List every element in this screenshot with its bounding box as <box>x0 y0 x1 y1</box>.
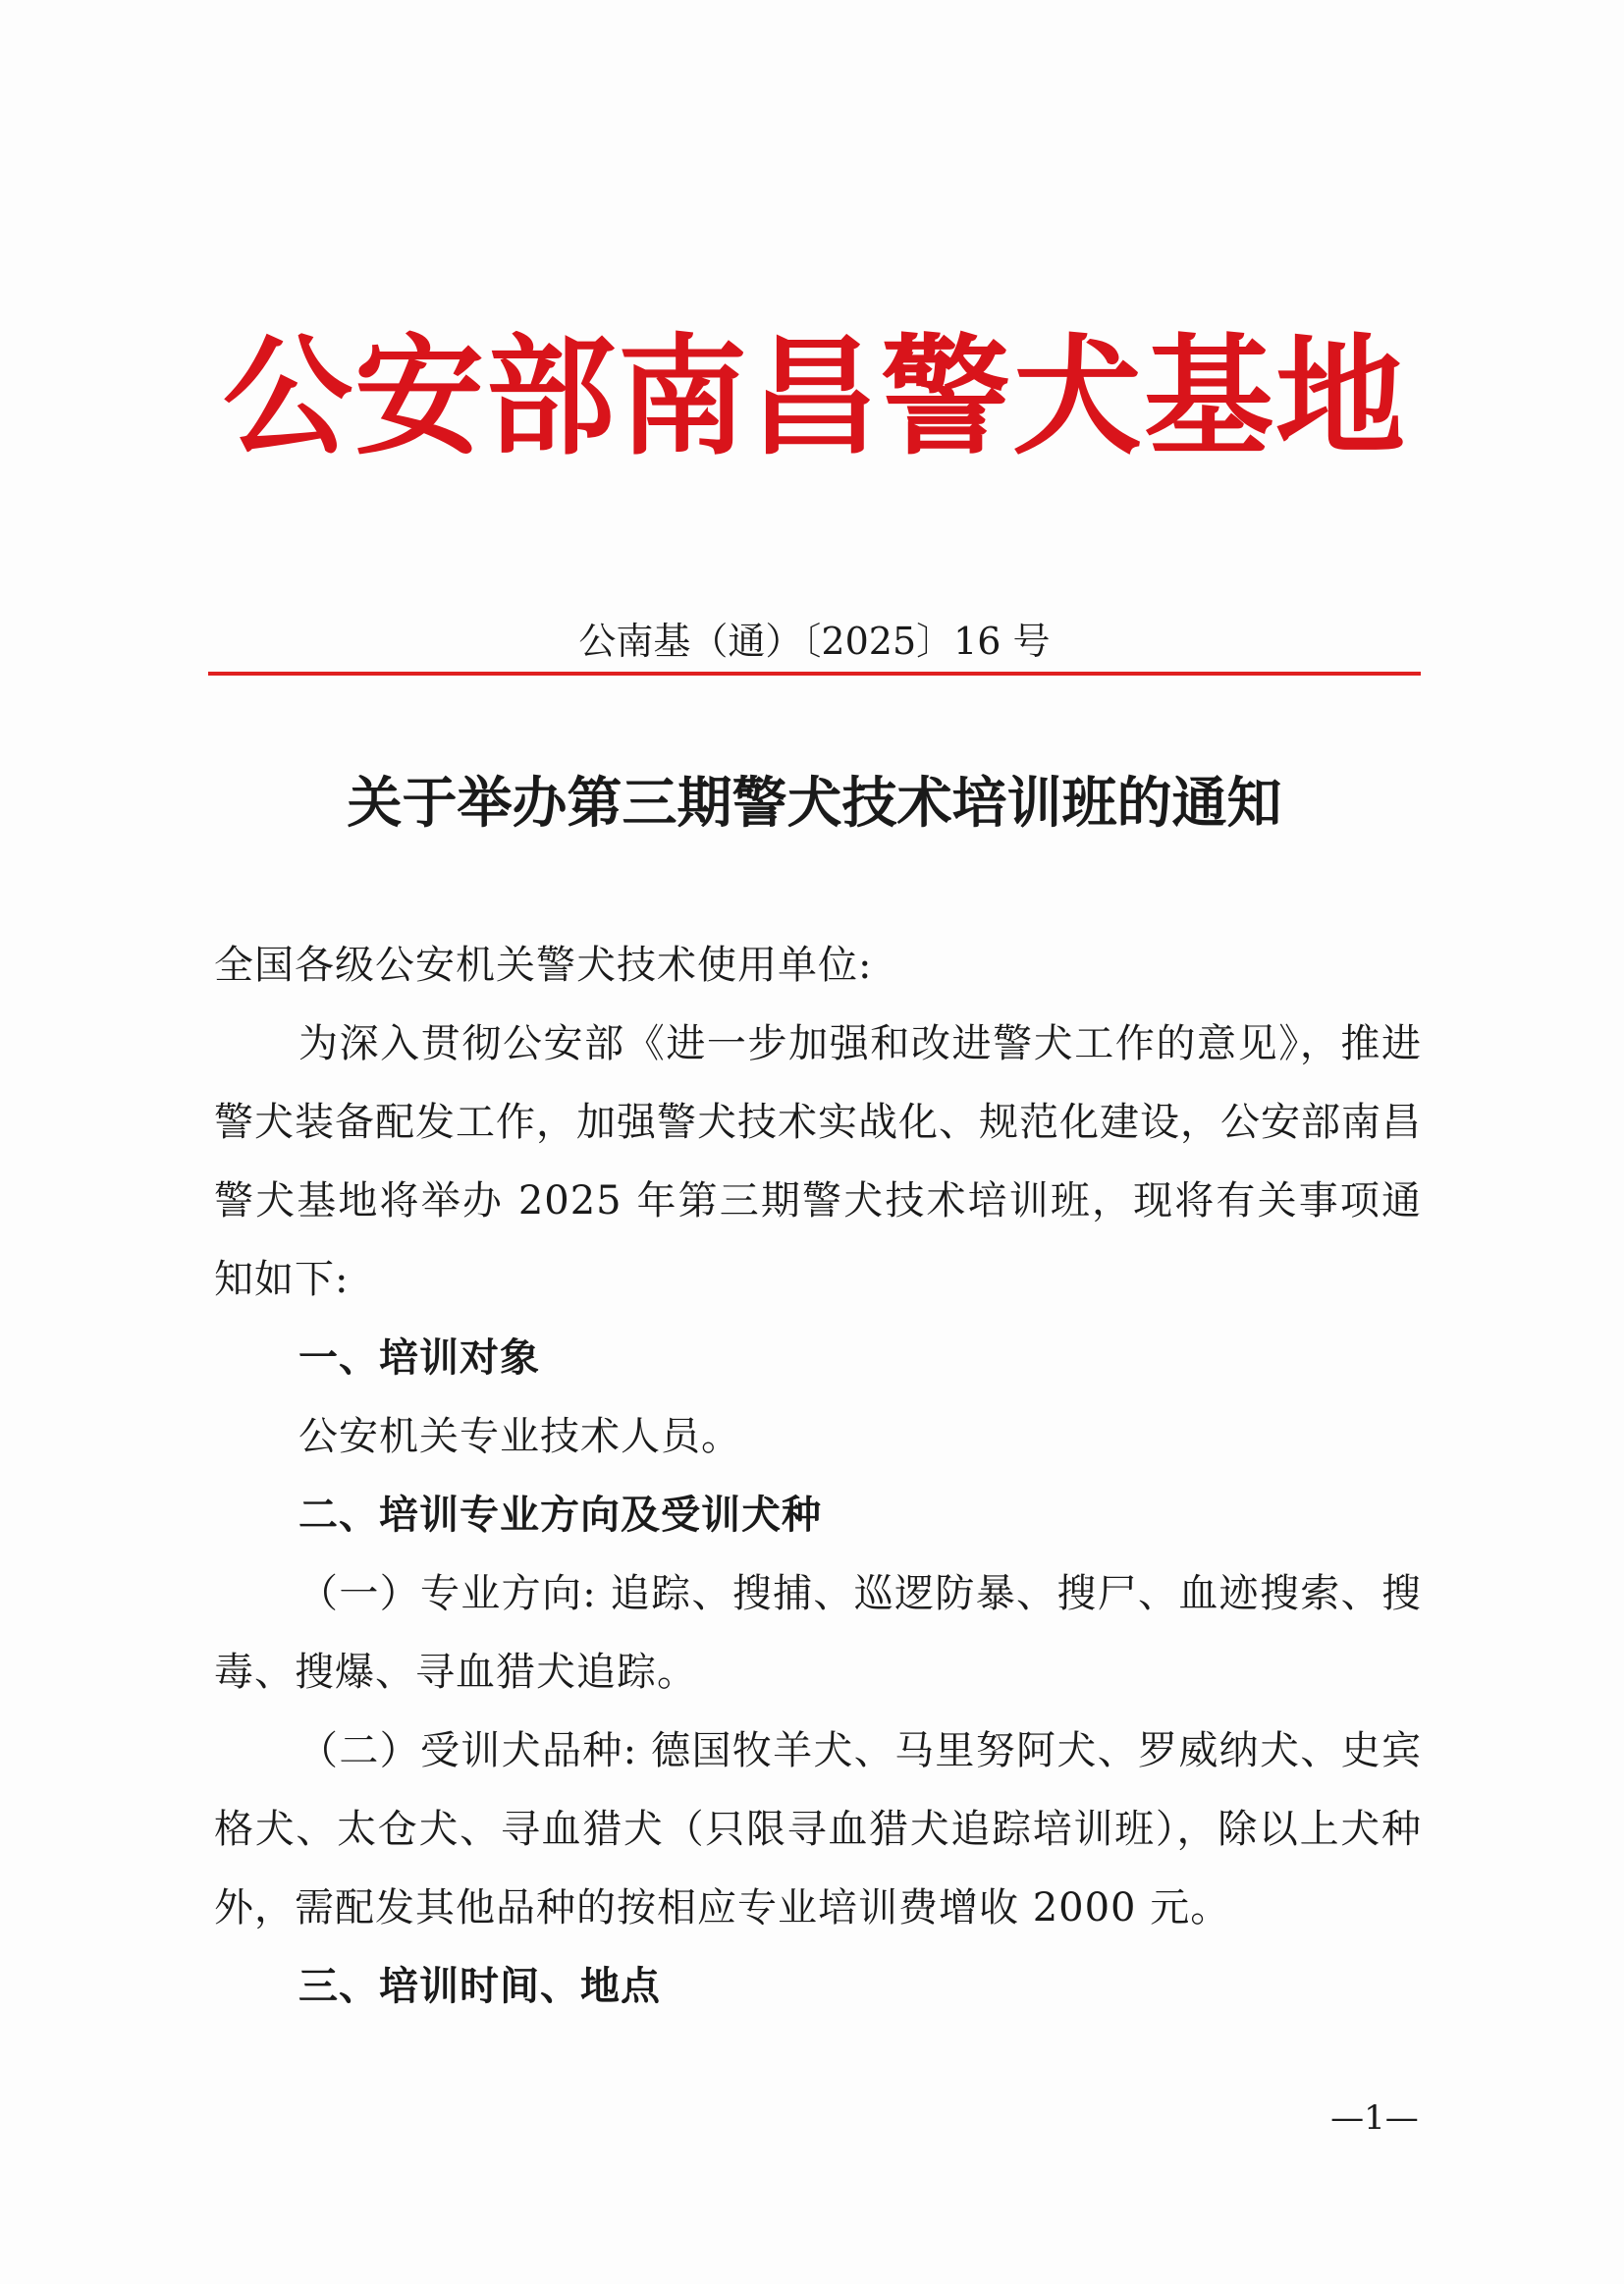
section-heading-time-place: 三、培训时间、地点 <box>298 1964 661 2009</box>
section-paragraph-target: 公安机关专业技术人员。 <box>298 1414 741 1459</box>
red-divider-line <box>208 672 1421 676</box>
intro-paragraph: 为深入贯彻公安部《进一步加强和改进警犬工作的意见》，推进警犬装备配发工作，加强警犬技术实战化、规范化建设，公安部南昌警犬基地将举办 2025 年第三期警犬技术培训班，现将有关事项通知如下: <box>214 1021 1422 1302</box>
document-number: 公南基（通）〔2025〕16 号 <box>578 620 1051 663</box>
section-heading-target: 一、培训对象 <box>298 1335 540 1381</box>
org-header: 公安部南昌警犬基地 <box>223 321 1407 473</box>
page-number: —1— <box>1330 2098 1419 2138</box>
salutation: 全国各级公安机关警犬技术使用单位: <box>214 943 873 988</box>
section-paragraph-breeds: （二）受训犬品种: 德国牧羊犬、马里努阿犬、罗威纳犬、史宾格犬、太仓犬、寻血猎犬（只限寻血猎犬追踪培训班），除以上犬种外，需配发其他品种的按相应专业培训费增收 2000 元。 <box>214 1728 1422 1931</box>
section-heading-direction-breeds: 二、培训专业方向及受训犬种 <box>298 1493 822 1538</box>
section-paragraph-direction: （一）专业方向: 追踪、搜捕、巡逻防暴、搜尸、血迹搜索、搜毒、搜爆、寻血猎犬追踪。 <box>214 1571 1422 1695</box>
document-title: 关于举办第三期警犬技术培训班的通知 <box>347 771 1282 836</box>
